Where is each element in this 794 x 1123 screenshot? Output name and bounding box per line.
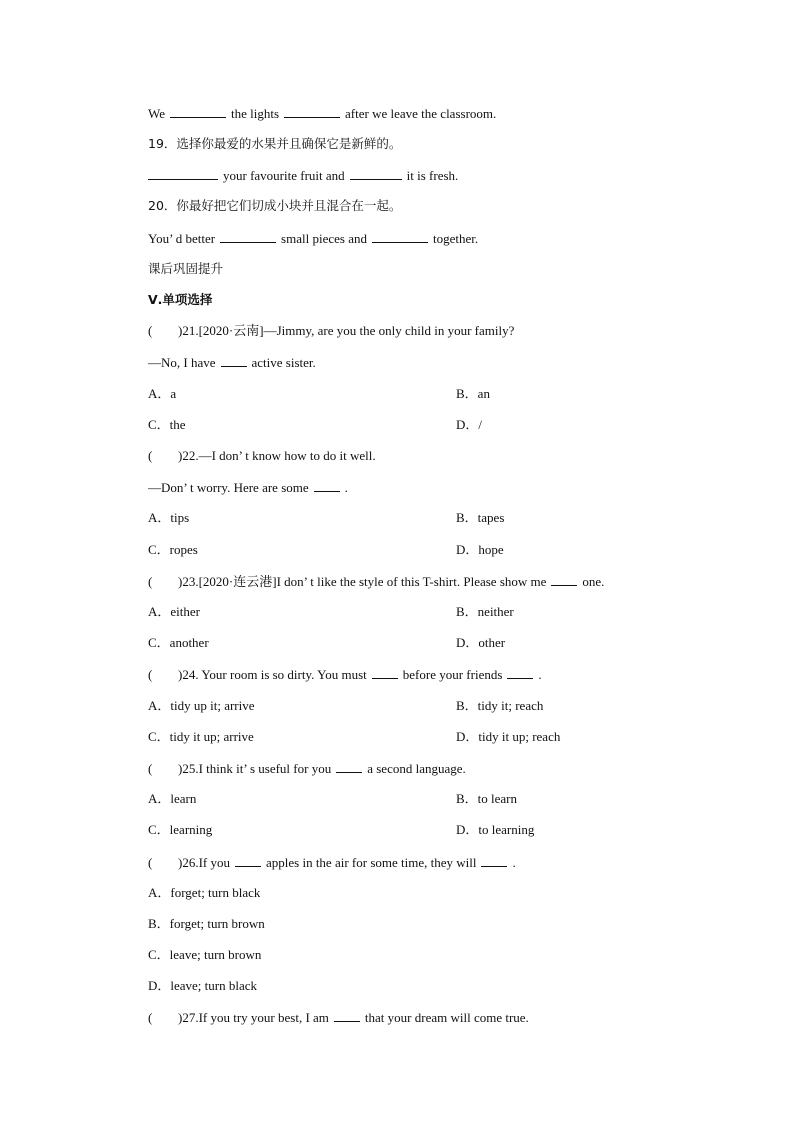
option-23-b[interactable]: B．neither <box>456 604 514 619</box>
text: it is fresh. <box>406 168 459 183</box>
question-19-prompt: 19．选择你最爱的水果并且确保它是新鲜的。 <box>148 136 402 151</box>
text: after we leave the classroom. <box>345 106 497 121</box>
fill-line-19 <box>148 167 458 184</box>
option-26-a[interactable]: A．forget; turn black <box>148 885 261 900</box>
answer-blank[interactable] <box>372 666 398 679</box>
option-22-b[interactable]: B．tapes <box>456 510 505 525</box>
answer-blank[interactable] <box>314 479 340 492</box>
answer-paren[interactable]: ( <box>148 323 153 338</box>
option-21-d[interactable]: D．/ <box>456 417 483 432</box>
option-25-a[interactable]: A．learn <box>148 791 197 806</box>
text: one. <box>582 574 605 589</box>
section-subtitle: Ⅴ.单项选择 <box>148 292 213 307</box>
section-title: 课后巩固提升 <box>148 261 224 276</box>
text: —Don’ t worry. Here are some <box>148 480 309 495</box>
text: We <box>148 106 165 121</box>
option-21-b[interactable]: B．an <box>456 386 490 401</box>
option-25-c[interactable]: C．learning <box>148 822 213 837</box>
option-24-a[interactable]: A．tidy up it; arrive <box>148 698 255 713</box>
option-21-a[interactable]: A．a <box>148 386 177 401</box>
answer-blank[interactable] <box>372 230 428 243</box>
option-24-b[interactable]: B．tidy it; reach <box>456 698 544 713</box>
answer-blank[interactable] <box>336 760 362 773</box>
fill-line-18 <box>148 105 496 122</box>
answer-paren[interactable]: ( <box>148 1010 153 1025</box>
answer-blank[interactable] <box>148 167 218 180</box>
text: )21.[2020·云南]—Jimmy, are you the only child in your family? <box>178 323 515 338</box>
answer-blank[interactable] <box>284 105 340 118</box>
answer-paren[interactable]: ( <box>148 574 153 589</box>
option-25-d[interactable]: D．to learning <box>456 822 535 837</box>
answer-blank[interactable] <box>220 230 276 243</box>
text: . <box>512 855 516 870</box>
text: . <box>538 667 542 682</box>
answer-blank[interactable] <box>334 1009 360 1022</box>
fill-line-20 <box>148 230 478 247</box>
option-22-d[interactable]: D．hope <box>456 542 504 557</box>
question-24-stem <box>148 666 542 683</box>
option-24-d[interactable]: D．tidy it up; reach <box>456 729 561 744</box>
option-22-a[interactable]: A．tips <box>148 510 190 525</box>
text: )26.If you <box>178 855 230 870</box>
question-22-line2 <box>148 479 348 496</box>
answer-blank[interactable] <box>221 354 247 367</box>
option-26-c[interactable]: C．leave; turn brown <box>148 947 262 962</box>
answer-blank[interactable] <box>235 854 261 867</box>
question-27-stem <box>148 1009 529 1026</box>
question-21-line2 <box>148 354 316 371</box>
answer-blank[interactable] <box>481 854 507 867</box>
answer-blank[interactable] <box>350 167 402 180</box>
text: . <box>344 480 348 495</box>
option-25-b[interactable]: B．to learn <box>456 791 518 806</box>
text: that your dream will come true. <box>364 1010 529 1025</box>
text: )27.If you try your best, I am <box>178 1010 329 1025</box>
text: before your friends <box>402 667 503 682</box>
text: You’ d better <box>148 231 216 246</box>
question-23-stem <box>148 573 604 590</box>
answer-paren[interactable]: ( <box>148 761 153 776</box>
answer-blank[interactable] <box>507 666 533 679</box>
text: )23.[2020·连云港]I don’ t like the style of this T-shirt. Please show me <box>178 574 547 589</box>
option-26-d[interactable]: D．leave; turn black <box>148 978 258 993</box>
option-22-c[interactable]: C．ropes <box>148 542 198 557</box>
option-24-c[interactable]: C．tidy it up; arrive <box>148 729 254 744</box>
question-26-stem <box>148 854 516 871</box>
option-23-a[interactable]: A．either <box>148 604 200 619</box>
text: )22.—I don’ t know how to do it well. <box>178 448 376 463</box>
text: a second language. <box>367 761 466 776</box>
question-21-stem <box>148 323 514 339</box>
question-20-prompt: 20．你最好把它们切成小块并且混合在一起。 <box>148 198 402 213</box>
text: the lights <box>231 106 280 121</box>
text: —No, I have <box>148 355 216 370</box>
text: active sister. <box>251 355 316 370</box>
option-23-d[interactable]: D．other <box>456 635 506 650</box>
text: )25.I think it’ s useful for you <box>178 761 332 776</box>
text: apples in the air for some time, they will <box>266 855 477 870</box>
option-21-c[interactable]: C．the <box>148 417 186 432</box>
option-26-b[interactable]: B．forget; turn brown <box>148 916 265 931</box>
answer-blank[interactable] <box>170 105 226 118</box>
answer-blank[interactable] <box>551 573 577 586</box>
question-22-stem <box>148 448 376 464</box>
answer-paren[interactable]: ( <box>148 667 153 682</box>
question-25-stem <box>148 760 466 777</box>
text: together. <box>432 231 479 246</box>
answer-paren[interactable]: ( <box>148 855 153 870</box>
option-23-c[interactable]: C．another <box>148 635 209 650</box>
text: )24. Your room is so dirty. You must <box>178 667 367 682</box>
answer-paren[interactable]: ( <box>148 448 153 463</box>
text: small pieces and <box>281 231 367 246</box>
text: your favourite fruit and <box>223 168 345 183</box>
